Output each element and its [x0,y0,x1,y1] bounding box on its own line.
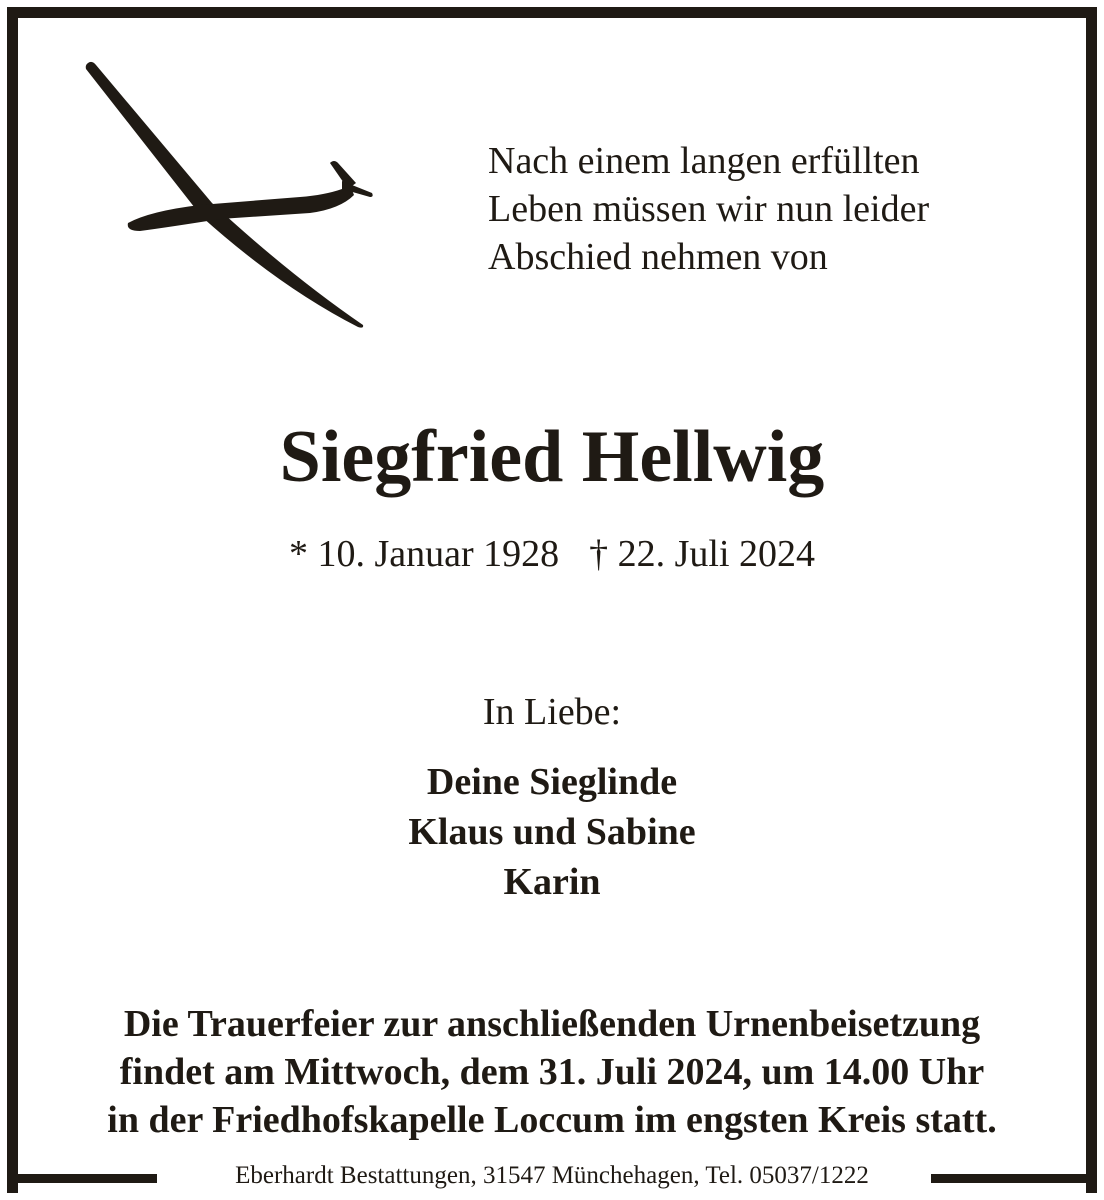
ceremony-line: findet am Mittwoch, dem 31. Juli 2024, um 14.00 Uhr [119,1051,985,1093]
life-dates [0,530,1104,578]
ceremony-notice [0,1000,1104,1144]
mourner-name: Karin [503,861,601,903]
intro-text [488,137,929,281]
glider-icon [80,55,380,340]
mourner-name: Klaus und Sabine [408,811,696,853]
mourners-intro: In Liebe: [482,691,622,733]
ceremony-line: Die Trauerfeier zur anschließenden Urnenbeisetzung [123,1003,981,1045]
funeral-home-info: Eberhardt Bestattungen, 31547 Münchehagen, Tel. 05037/1222 [225,1162,879,1189]
death-date: † 22. Juli 2024 [589,533,816,575]
birth-date: * 10. Januar 1928 [288,533,560,575]
intro-line: Nach einem langen erfüllten [488,140,920,182]
deceased-name: Siegfried Hellwig [279,416,825,498]
mourner-name: Deine Sieglinde [426,761,678,803]
footer [7,1162,1097,1189]
intro-line: Leben müssen wir nun leider [488,188,930,230]
mourners-list [0,757,1104,907]
ceremony-line: in der Friedhofskapelle Loccum im engsten Kreis statt. [107,1099,997,1141]
intro-line: Abschied nehmen von [488,236,828,278]
